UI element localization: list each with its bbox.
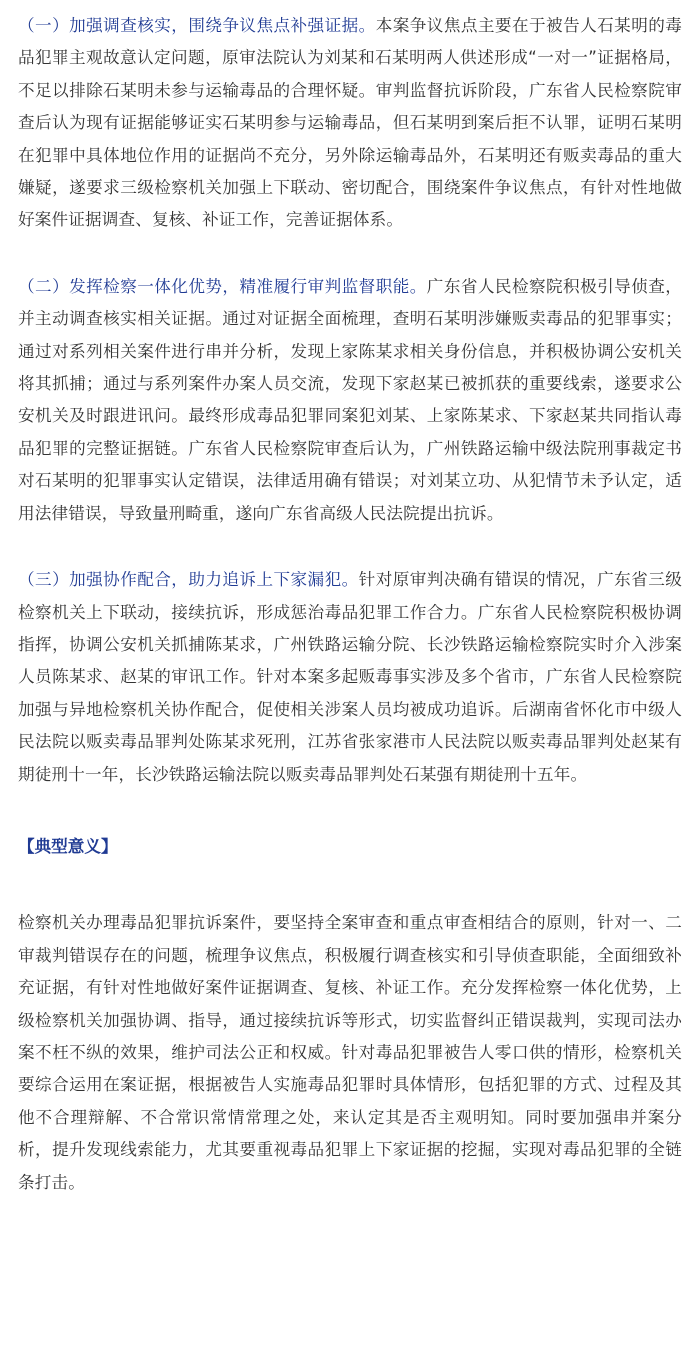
section-3-heading: （三）加强协作配合，助力追诉上下家漏犯。 — [18, 570, 359, 590]
section-3-body: 针对原审判决确有错误的情况，广东省三级检察机关上下联动，接续抗诉，形成惩治毒品犯罪工作合力。广东省人民检察院积极协调指挥，协调公安机关抓捕陈某求，广州铁路运输分院、长沙铁路运输检察院实时介入涉案人员陈某求、赵某的审讯工作。针对本案多起贩毒事实涉及多个省市，广东省人民检察院加强与异地检察机关协作配合，促使相关涉案人员均被成功追诉。后湖南省怀化市中级人民法院以贩卖毒品罪判处陈某求死刑，江苏省张家港市人民法院以贩卖毒品罪判处赵某有期徒刑十一年，长沙铁路运输法院以贩卖毒品罪判处石某强有期徒刑十五年。 — [18, 570, 682, 784]
paragraph-spacer — [18, 237, 682, 271]
section-1-body: 本案争议焦点主要在于被告人石某明的毒品犯罪主观故意认定问题，原审法院认为刘某和石某明两人供述形成“一对一”证据格局，不足以排除石某明未参与运输毒品的合理怀疑。审判监督抗诉阶段，广东省人民检察院审查后认为现有证据能够证实石某明参与运输毒品，但石某明到案后拒不认罪，证明石某明在犯罪中具体地位作用的证据尚不充分，另外除运输毒品外，石某明还有贩卖毒品的重大嫌疑，遂要求三级检察机关加强上下联动、密切配合，围绕案件争议焦点，有针对性地做好案件证据调查、复核、补证工作，完善证据体系。 — [18, 16, 683, 230]
section-1-paragraph — [18, 10, 682, 237]
section-1-heading: （一）加强调查核实，围绕争议焦点补强证据。 — [18, 16, 376, 35]
paragraph-spacer — [18, 863, 682, 907]
paragraph-spacer — [18, 530, 682, 564]
section-2-paragraph — [18, 271, 682, 530]
significance-title: 【典型意义】 — [18, 836, 118, 856]
section-3-paragraph — [18, 564, 682, 791]
significance-paragraph: 检察机关办理毒品犯罪抗诉案件，要坚持全案审查和重点审查相结合的原则，针对一、二审裁判错误存在的问题，梳理争议焦点，积极履行调查核实和引导侦查职能，全面细致补充证据，有针对性地做好案件证据调查、复核、补证工作。充分发挥检察一体化优势，上级检察机关加强协调、指导，通过接续抗诉等形式，切实监督纠正错误裁判，实现司法办案不枉不纵的效果，维护司法公正和权威。针对毒品犯罪被告人零口供的情形，检察机关要综合运用在案证据，根据被告人实施毒品犯罪时具体情形，包括犯罪的方式、过程及其他不合理辩解、不合常识常情常理之处，来认定其是否主观明知。同时要加强串并案分析，提升发现线索能力，尤其要重视毒品犯罪上下家证据的挖掘，实现对毒品犯罪的全链条打击。 — [18, 913, 682, 1192]
section-2-heading: （二）发挥检察一体化优势，精准履行审判监督职能。 — [18, 276, 427, 296]
paragraph-spacer — [18, 791, 682, 831]
section-2-body: 广东省人民检察院积极引导侦查，并主动调查核实相关证据。通过对证据全面梳理，查明石某明涉嫌贩卖毒品的犯罪事实；通过对系列相关案件进行串并分析，发现上家陈某求相关身份信息，并积极协调公安机关将其抓捕；通过与系列案件办案人员交流，发现下家赵某已被抓获的重要线索，遂要求公安机关及时跟进讯问。最终形成毒品犯罪同案犯刘某、上家陈某求、下家赵某共同指认毒品犯罪的完整证据链。广东省人民检察院审查后认为，广州铁路运输中级法院刑事裁定书对石某明的犯罪事实认定错误，法律适用确有错误；对刘某立功、从犯情节未予认定，适用法律错误，导致量刑畸重，遂向广东省高级人民法院提出抗诉。 — [18, 276, 682, 523]
